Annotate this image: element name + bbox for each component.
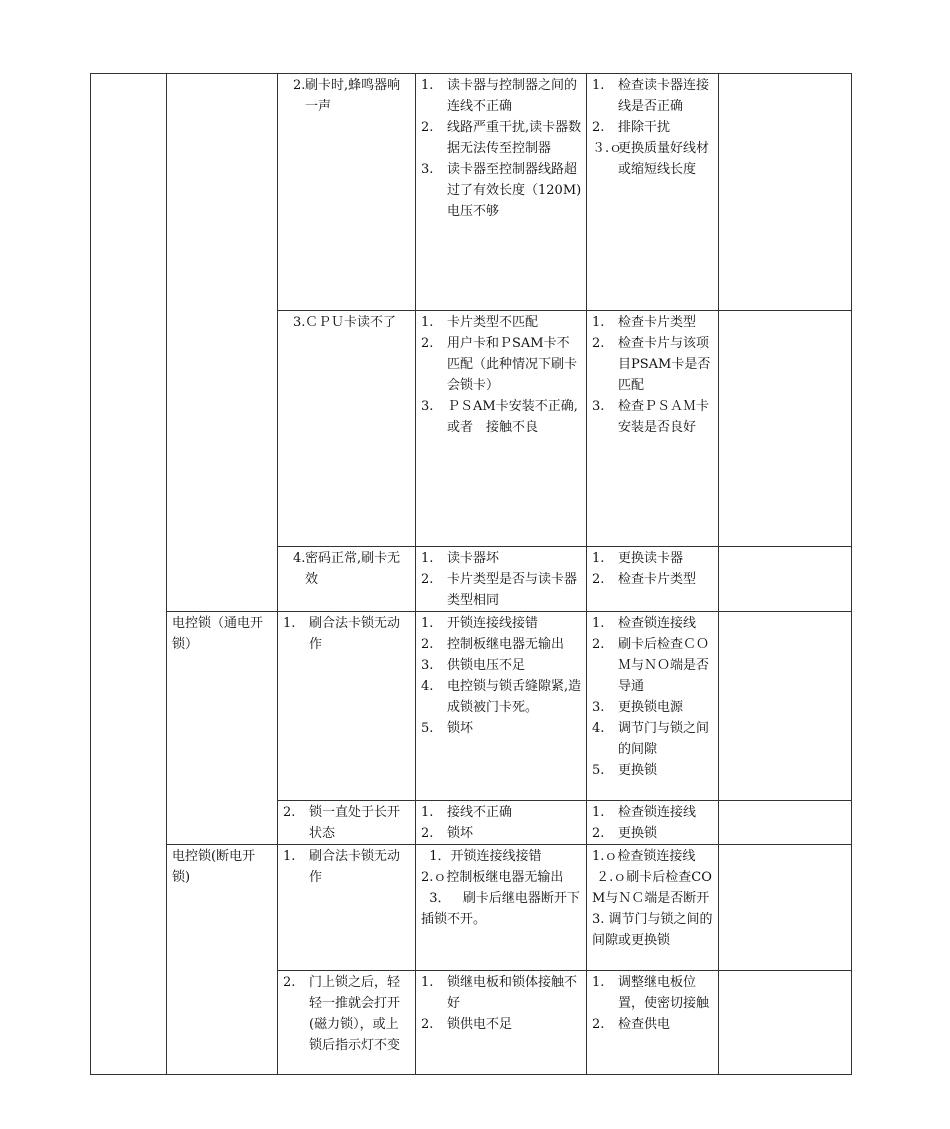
list-item: 1. 锁继电板和锁体接触不好	[421, 975, 578, 1011]
list-item: 1. 检查锁连接线	[592, 616, 697, 631]
list-item: 1. 检查卡片类型	[592, 315, 697, 330]
remarks-cell	[719, 845, 852, 971]
list-item: 2. 卡片类型是否与读卡器类型相同	[421, 572, 578, 608]
cause-cell: 1．开锁连接线接错 2.ｏ控制板继电器无输出 3． 刷卡后继电器断开下插锁不开。	[416, 845, 587, 971]
symptom-cell	[278, 801, 416, 845]
list-item: 1. 更换读卡器	[592, 551, 684, 566]
cause-cell	[416, 801, 587, 845]
list-item: 1. 读卡器坏	[421, 551, 500, 566]
cause-cell	[416, 612, 587, 801]
remarks-cell	[719, 612, 852, 801]
fix-cell	[587, 612, 719, 801]
list-item: 2. 控制板继电器无输出	[421, 637, 565, 652]
symptom-cell	[278, 311, 416, 547]
troubleshooting-table	[90, 73, 852, 1075]
fix-cell	[587, 547, 719, 612]
list-item: 2. 检查卡片与该项目PSAM卡是否匹配	[592, 336, 711, 393]
list-item: 1. 检查锁连接线	[592, 805, 697, 820]
list-item: 5. 锁坏	[421, 721, 474, 736]
list-item: 2. 更换锁	[592, 826, 658, 841]
list-item: 1. 检查读卡器连接线是否正确	[592, 78, 710, 114]
remarks-cell	[719, 971, 852, 1075]
list-item: 1. 卡片类型不匹配	[421, 315, 539, 330]
list-item: 2. 锁坏	[421, 826, 474, 841]
device-cell	[167, 74, 278, 612]
symptom-cell	[278, 547, 416, 612]
device-cell: 电控锁(断电开锁)	[167, 845, 278, 1075]
list-item: 1. 刷合法卡锁无动作	[283, 616, 401, 652]
list-item: 4. 密码正常,刷卡无效	[293, 551, 401, 587]
list-item: 3. 读卡器至控制器线路超过了有效长度（120M)电压不够	[421, 162, 582, 219]
list-item: 1. 刷合法卡锁无动作	[283, 849, 401, 885]
fix-cell: 1.ｏ检查锁连接线 ２.ｏ刷卡后检查COM与ＮＣ端是否断开 3. 调节门与锁之间的间隙或更换锁	[587, 845, 719, 971]
symptom-cell	[278, 845, 416, 971]
list-item: 4. 电控锁与锁舌缝隙紧,造成锁被门卡死。	[421, 679, 582, 715]
list-item: 2. 线路严重干扰,读卡器数据无法传至控制器	[421, 120, 582, 156]
fix-cell	[587, 971, 719, 1075]
remarks-cell	[719, 311, 852, 547]
list-item: 1. 调整继电板位置，使密切接触	[592, 975, 710, 1011]
symptom-cell	[278, 74, 416, 311]
cause-cell	[416, 311, 587, 547]
list-item: 2. 用户卡和ＰSAM卡不匹配（此种情况下刷卡会锁卡）	[421, 336, 578, 393]
list-item: 3. ＰＳAM卡安装不正确,或者 接触不良	[421, 399, 578, 435]
list-item: 3. 检查ＰＳＡＭ卡安装是否良好	[592, 399, 710, 435]
list-item: 3. 更换锁电源	[592, 700, 684, 715]
fix-cell	[587, 801, 719, 845]
list-item: 3. ＣＰＵ卡读不了	[293, 315, 397, 330]
fix-cell	[587, 311, 719, 547]
list-item: 4. 调节门与锁之间的间隙	[592, 721, 710, 757]
list-item: 3. 供锁电压不足	[421, 658, 526, 673]
symptom-cell	[278, 971, 416, 1075]
list-item: 2. 锁一直处于长开状态	[283, 805, 401, 841]
cause-cell	[416, 74, 587, 311]
cause-cell	[416, 547, 587, 612]
table-row	[91, 845, 852, 971]
remarks-cell	[719, 74, 852, 311]
list-item: 5. 更换锁	[592, 763, 658, 778]
blank-category-cell	[91, 74, 167, 1075]
list-item: 1. 读卡器与控制器之间的连线不正确	[421, 78, 578, 114]
list-item: ３.ｏ 更换质量好线材或缩短线长度	[592, 141, 710, 177]
list-item: 1. 接线不正确	[421, 805, 513, 820]
fix-cell	[587, 74, 719, 311]
list-item: 2. 检查供电	[592, 1017, 671, 1032]
remarks-cell	[719, 801, 852, 845]
symptom-cell	[278, 612, 416, 801]
list-item: 1. 开锁连接线接错	[421, 616, 539, 631]
cause-cell	[416, 971, 587, 1075]
remarks-cell	[719, 547, 852, 612]
list-item: 2. 门上锁之后，轻轻一推就会打开(磁力锁），或上锁后指示灯不变	[283, 975, 401, 1053]
list-item: 2. 检查卡片类型	[592, 572, 697, 587]
list-item: 2. 刷卡时,蜂鸣器响一声	[293, 78, 401, 114]
table-row	[91, 74, 852, 311]
list-item: 2. 排除干扰	[592, 120, 671, 135]
table-row	[91, 612, 852, 801]
list-item: 2. 刷卡后检查ＣＯＭ与ＮＯ端是否导通	[592, 637, 710, 694]
list-item: 2. 锁供电不足	[421, 1017, 513, 1032]
device-cell: 电控锁（通电开锁）	[167, 612, 278, 845]
